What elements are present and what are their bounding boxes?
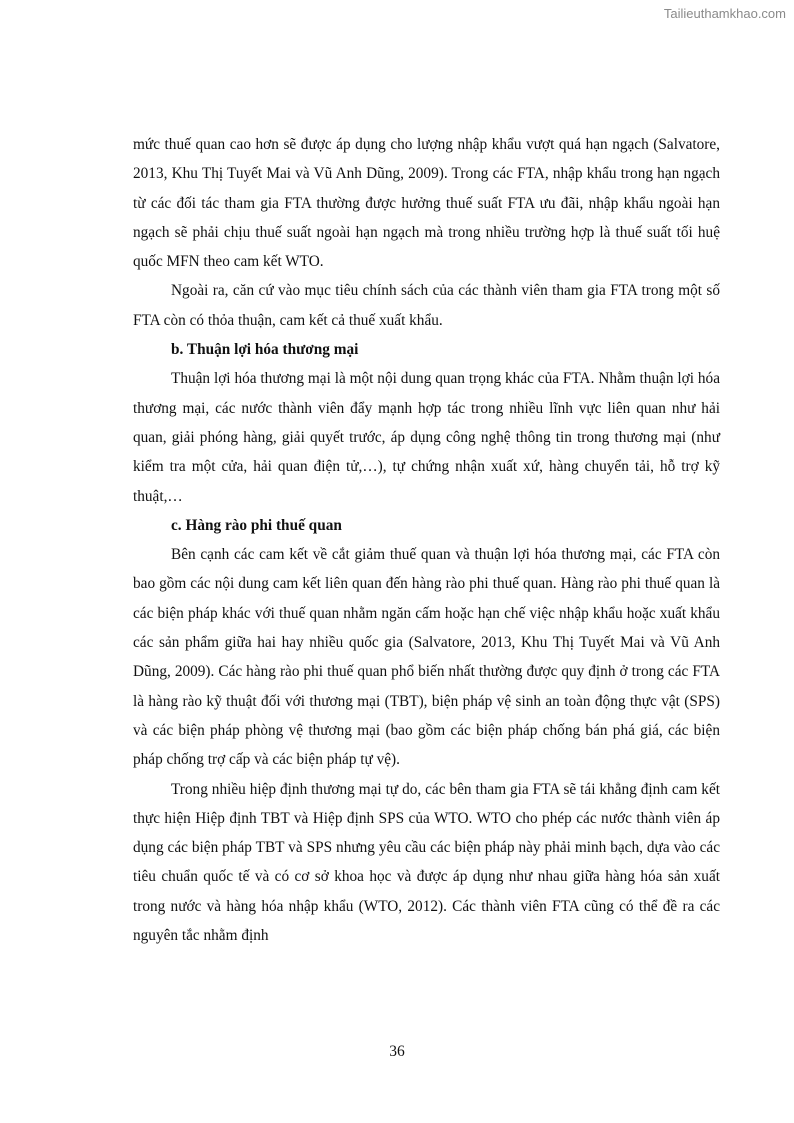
paragraph-4: Bên cạnh các cam kết về cắt giảm thuế quan và thuận lợi hóa thương mại, các FTA còn bao gồm các nội dung cam kết liên quan đến hàng rào phi thuế quan. Hàng rào phi thuế quan là các biện pháp khác với thuế quan nhằm ngăn cấm hoặc hạn chế việc nhập khẩu hoặc xuất khẩu các sản phẩm giữa hai hay nhiều quốc gia (Salvatore, 2013, Khu Thị Tuyết Mai và Vũ Anh Dũng, 2009). Các hàng rào phi thuế quan phổ biến nhất thường được quy định ở trong các FTA là hàng rào kỹ thuật đối với thương mại (TBT), biện pháp vệ sinh an toàn động thực vật (SPS) và các biện pháp phòng vệ thương mại (bao gồm các biện pháp chống bán phá giá, các biện pháp chống trợ cấp và các biện pháp tự vệ). — [133, 546, 720, 769]
paragraph-5: Trong nhiều hiệp định thương mại tự do, các bên tham gia FTA sẽ tái khẳng định cam kết thực hiện Hiệp định TBT và Hiệp định SPS của WTO. WTO cho phép các nước thành viên áp dụng các biện pháp TBT và SPS nhưng yêu cầu các biện pháp này phải minh bạch, dựa vào các tiêu chuẩn quốc tế và có cơ sở khoa học và được áp dụng như nhau giữa hàng hóa sản xuất trong nước và hàng hóa nhập khẩu (WTO, 2012). Các thành viên FTA cũng có thể đề ra các nguyên tắc nhằm định — [133, 780, 720, 945]
paragraph-2: Ngoài ra, căn cứ vào mục tiêu chính sách của các thành viên tham gia FTA trong một số FTA còn có thỏa thuận, cam kết cả thuế xuất khẩu. — [133, 282, 720, 329]
section-heading-c: c. Hàng rào phi thuế quan — [171, 516, 342, 534]
paragraph-3: Thuận lợi hóa thương mại là một nội dung quan trọng khác của FTA. Nhằm thuận lợi hóa thương mại, các nước thành viên đẩy mạnh hợp tác trong nhiều lĩnh vực liên quan như hải quan, giải phóng hàng, giải quyết trước, áp dụng công nghệ thông tin trong thương mại (như kiểm tra một cửa, hải quan điện tử,…), tự chứng nhận xuất xứ, hàng chuyển tải, hỗ trợ kỹ thuật,… — [133, 370, 720, 505]
watermark: Tailieuthamkhao.com — [663, 6, 786, 21]
page-number: 36 — [389, 1043, 405, 1060]
section-heading-b: b. Thuận lợi hóa thương mại — [171, 341, 359, 359]
document-body — [133, 130, 720, 950]
paragraph-1: mức thuế quan cao hơn sẽ được áp dụng cho lượng nhập khẩu vượt quá hạn ngạch (Salvatore, 2013, Khu Thị Tuyết Mai và Vũ Anh Dũng, 2009). Trong các FTA, nhập khẩu trong hạn ngạch từ các đối tác tham gia FTA thường được hưởng thuế suất FTA ưu đãi, nhập khẩu ngoài hạn ngạch sẽ phải chịu thuế suất ngoài hạn ngạch mà trong nhiều trường hợp là thuế suất tối huệ quốc MFN theo cam kết WTO. — [133, 136, 720, 271]
